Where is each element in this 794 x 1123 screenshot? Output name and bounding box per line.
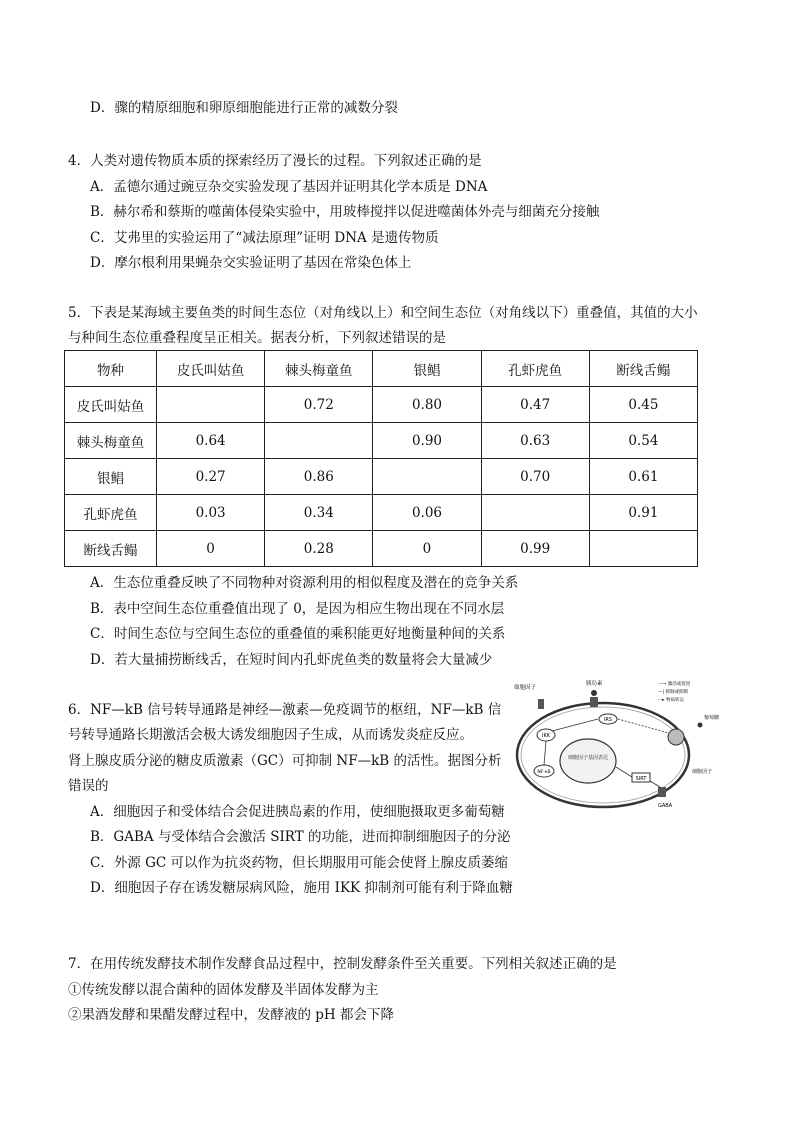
table-cell: 0.54	[589, 423, 697, 459]
arrow-gaba-sirt	[650, 781, 660, 787]
table-cell: 0.72	[265, 387, 373, 423]
table-cell	[589, 531, 697, 567]
table-cell: 0.80	[373, 387, 481, 423]
table-cell: 0.90	[373, 423, 481, 459]
q3-option-d: D．骤的精原细胞和卵原细胞能进行正常的减数分裂	[90, 100, 398, 116]
q6-stem-line4: 错误的	[68, 778, 109, 794]
q5-option-a: A．生态位重叠反映了不同物种对资源利用的相似程度及潜在的竞争关系	[90, 575, 519, 591]
table-cell: 0.64	[157, 423, 265, 459]
table-cell: 银鲳	[65, 459, 157, 495]
table-header-row	[65, 351, 698, 387]
q4-option-a: A．孟德尔通过豌豆杂交实验发现了基因并证明其化学本质是 DNA	[90, 179, 488, 195]
nfkb-label: NF-κB	[537, 770, 551, 775]
signaling-pathway-diagram	[508, 675, 730, 815]
cytokine-receptor	[538, 699, 544, 709]
legend-inhibit: —| 抑制或抑制	[658, 690, 688, 695]
q5-stem-line1: 5．下表是某海域主要鱼类的时间生态位（对角线以上）和空间生态位（对角线以下）重叠值，其值的大小	[68, 305, 698, 321]
q6-option-c: C．外源 GC 可以作为抗炎药物，但长期服用可能会使肾上腺皮质萎缩	[90, 855, 509, 871]
table-cell: 0.86	[265, 459, 373, 495]
table-cell: 0.70	[481, 459, 589, 495]
table-header-cell: 物种	[65, 351, 157, 387]
table-header-cell: 银鲳	[373, 351, 481, 387]
table-row	[65, 459, 698, 495]
table-cell: 棘头梅童鱼	[65, 423, 157, 459]
legend-transport: ···▸ 物质转运	[658, 698, 684, 703]
table-cell	[481, 495, 589, 531]
q6-option-d: D．细胞因子存在诱发糖尿病风险，施用 IKK 抑制剂可能有利于降血糖	[90, 880, 513, 896]
q4-option-b: B．赫尔希和蔡斯的噬菌体侵染实验中，用玻棒搅拌以促进噬菌体外壳与细菌充分接触	[90, 204, 600, 220]
q6-stem-line1: 6．NF—kB 信号转导通路是神经—激素—免疫调节的枢纽，NF—kB 信	[68, 702, 502, 718]
cytokine-label-right: 细胞因子	[692, 769, 713, 775]
table-cell: 0.28	[265, 531, 373, 567]
table-cell: 0.61	[589, 459, 697, 495]
legend-activate: —→ 激活或促进	[658, 682, 691, 687]
q4-option-c: C．艾弗里的实验运用了“减法原理”证明 DNA 是遗传物质	[90, 230, 439, 246]
q4-stem: 4．人类对遗传物质本质的探索经历了漫长的过程。下列叙述正确的是	[68, 153, 482, 169]
insulin-receptor	[590, 697, 598, 707]
glucose-molecule	[698, 723, 703, 728]
q7-stem: 7．在用传统发酵技术制作发酵食品过程中，控制发酵条件至关重要。下列相关叙述正确的是	[68, 956, 617, 972]
nucleus	[560, 739, 616, 783]
q5-option-b: B．表中空间生态位重叠值出现了 0，是因为相应生物出现在不同水层	[90, 601, 505, 617]
table-cell: 0	[157, 531, 265, 567]
insulin-molecule	[591, 690, 597, 696]
table-cell	[265, 423, 373, 459]
irs-label: IRS	[603, 717, 613, 723]
q6-option-a: A．细胞因子和受体结合会促进胰岛素的作用，使细胞摄取更多葡萄糖	[90, 804, 505, 820]
table-cell: 0.99	[481, 531, 589, 567]
arrow-sirt-nucleus	[616, 767, 632, 777]
table-header-cell: 棘头梅童鱼	[265, 351, 373, 387]
table-row	[65, 387, 698, 423]
table-cell: 0.47	[481, 387, 589, 423]
table-row	[65, 423, 698, 459]
table-cell: 0.63	[481, 423, 589, 459]
table-header-cell: 皮氏叫姑鱼	[157, 351, 265, 387]
table-cell: 皮氏叫姑鱼	[65, 387, 157, 423]
table-header-cell: 断线舌鳎	[589, 351, 697, 387]
table-cell: 0.45	[589, 387, 697, 423]
glucose-label: 葡萄糖	[704, 715, 720, 721]
q5-stem-line2: 与种间生态位重叠程度呈正相关。据表分析，下列叙述错误的是	[68, 330, 446, 346]
gaba-label: GABA	[658, 803, 673, 809]
gaba-receptor	[658, 787, 666, 797]
table-cell: 孔虾虎鱼	[65, 495, 157, 531]
q6-stem-line3: 肾上腺皮质分泌的糖皮质激素（GC）可抑制 NF—kB 的活性。据图分析	[68, 753, 502, 769]
table-cell	[157, 387, 265, 423]
q6-stem-line2: 号转导通路长期激活会极大诱发细胞因子生成，从而诱发炎症反应。	[68, 727, 473, 743]
table-cell: 0.06	[373, 495, 481, 531]
nucleus-label: 细胞因子基因表达	[567, 755, 609, 761]
table-cell: 0.03	[157, 495, 265, 531]
table-cell: 断线舌鳎	[65, 531, 157, 567]
table-row	[65, 495, 698, 531]
insulin-label: 胰岛素	[586, 681, 603, 687]
q4-option-d: D．摩尔根利用果蝇杂交实验证明了基因在常染色体上	[90, 255, 412, 271]
sirt-label: SIRT	[635, 776, 647, 782]
table-cell: 0.34	[265, 495, 373, 531]
q7-item-2: ②果酒发酵和果醋发酵过程中，发酵液的 pH 都会下降	[68, 1007, 394, 1023]
cytokine-label-left: 细胞因子	[514, 685, 537, 691]
q5-option-c: C．时间生态位与空间生态位的重叠值的乘积能更好地衡量种间的关系	[90, 626, 506, 642]
niche-overlap-table	[64, 350, 698, 567]
table-cell: 0	[373, 531, 481, 567]
q5-option-d: D．若大量捕捞断线舌，在短时间内孔虾虎鱼类的数量将会大量减少	[90, 652, 493, 668]
table-cell: 0.27	[157, 459, 265, 495]
arrow-ikk-irs	[552, 719, 598, 731]
table-header-cell: 孔虾虎鱼	[481, 351, 589, 387]
q6-option-b: B．GABA 与受体结合会激活 SIRT 的功能，进而抑制细胞因子的分泌	[90, 829, 511, 845]
arrow-ikk-nfkb	[544, 741, 546, 765]
ikk-label: IKK	[541, 733, 551, 739]
q7-item-1: ①传统发酵以混合菌种的固体发酵及半固体发酵为主	[68, 982, 379, 998]
glucose-transporter	[668, 729, 684, 745]
table-cell	[373, 459, 481, 495]
table-cell: 0.91	[589, 495, 697, 531]
table-row	[65, 531, 698, 567]
